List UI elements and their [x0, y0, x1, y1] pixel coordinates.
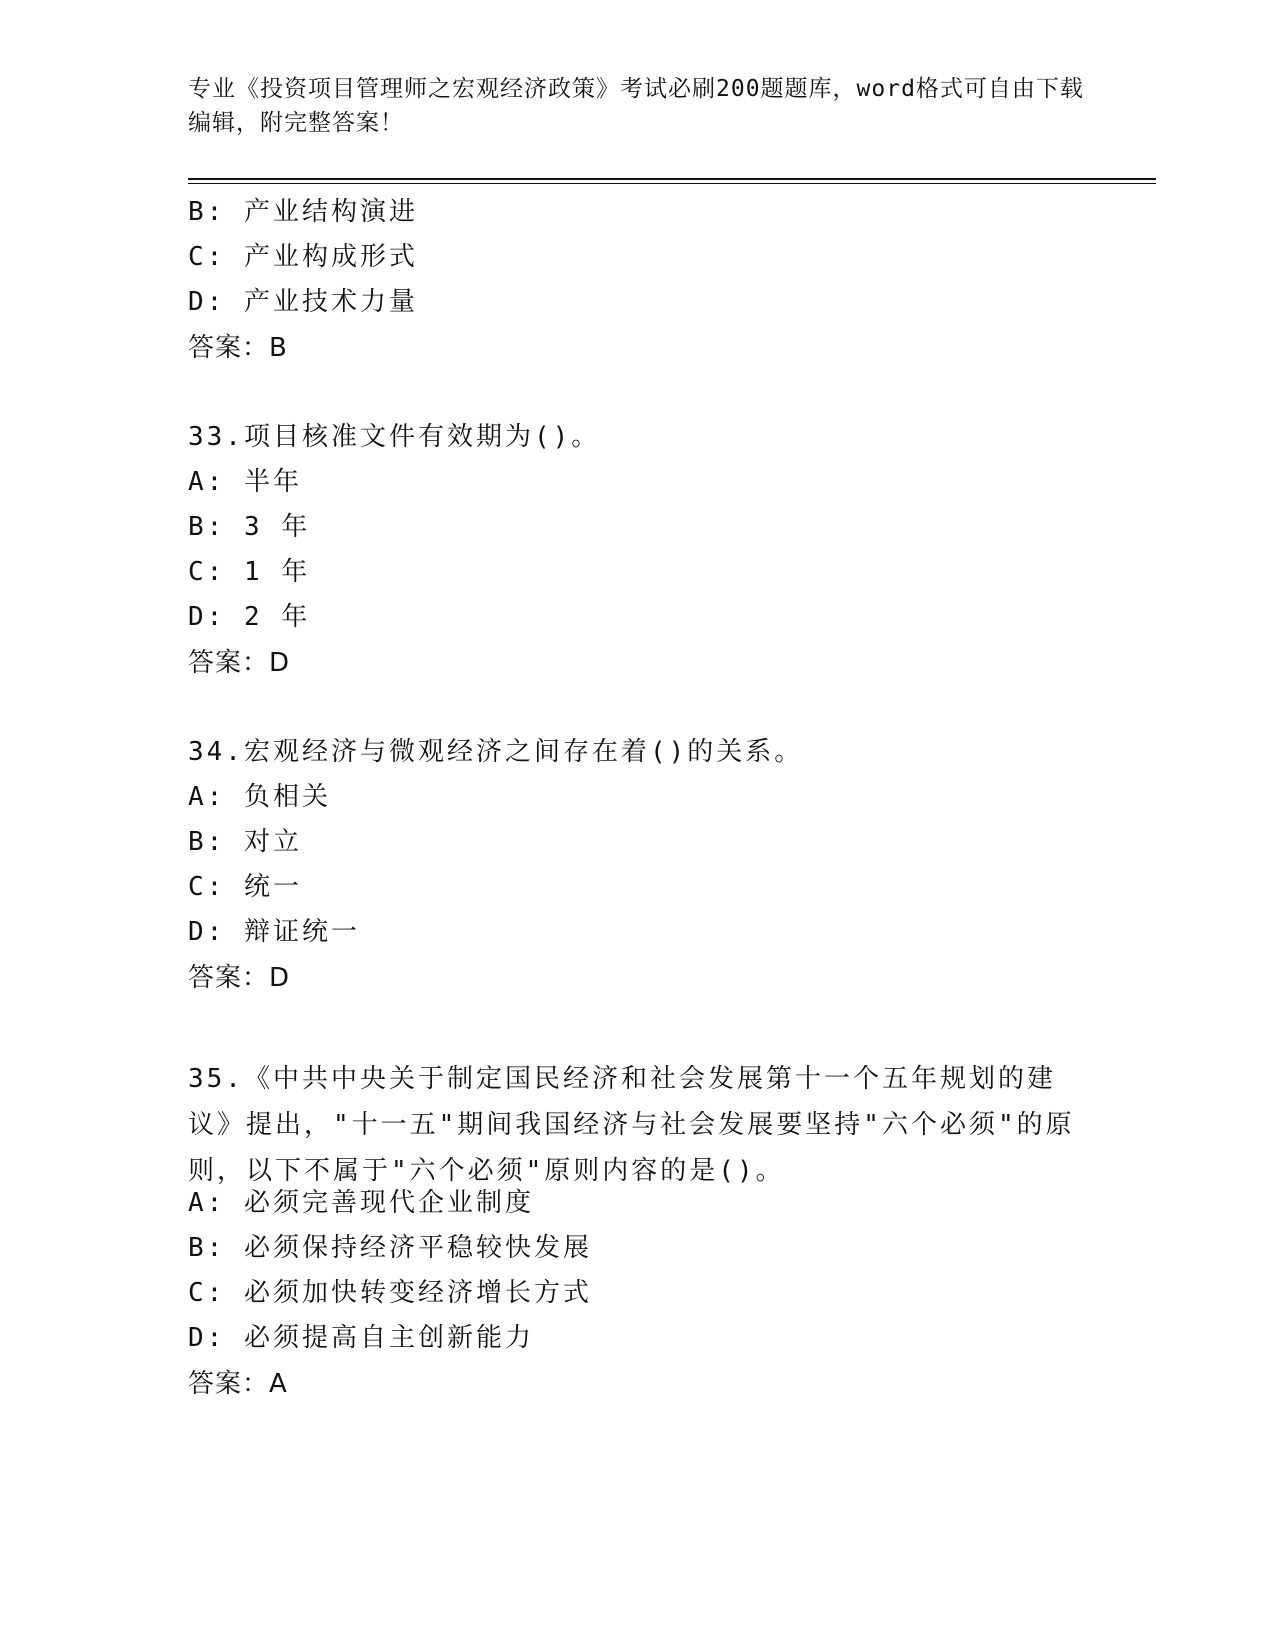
q35-option-a: A: 必须完善现代企业制度 [188, 1188, 534, 1218]
q32-option-d: D: 产业技术力量 [188, 287, 418, 317]
q34-answer: 答案：D [188, 963, 291, 993]
q33-option-a: A: 半年 [188, 467, 302, 497]
q34-question: 34.宏观经济与微观经济之间存在着()的关系。 [188, 737, 804, 767]
q33-option-c: C: 1 年 [188, 557, 311, 587]
q33-option-d: D: 2 年 [188, 602, 311, 632]
q32-answer: 答案：B [188, 333, 288, 363]
q33-option-b: B: 3 年 [188, 512, 311, 542]
q32-option-c: C: 产业构成形式 [188, 242, 418, 272]
q35-option-c: C: 必须加快转变经济增长方式 [188, 1278, 592, 1308]
q35-question: 35.《中共中央关于制定国民经济和社会发展第十一个五年规划的建议》提出，"十一五"期间我国经济与社会发展要坚持"六个必须"的原则，以下不属于"六个必须"原则内容的是()。 [188, 1064, 1075, 1186]
q34-option-c: C: 统一 [188, 872, 302, 902]
q33-question: 33.项目核准文件有效期为()。 [188, 422, 601, 452]
header-rule-thick [188, 178, 1156, 180]
header-rule-thin [188, 183, 1156, 184]
q34-option-d: D: 辩证统一 [188, 917, 360, 947]
q34-option-a: A: 负相关 [188, 782, 331, 812]
q35-option-b: B: 必须保持经济平稳较快发展 [188, 1233, 592, 1263]
q35-answer: 答案：A [188, 1369, 288, 1399]
q34-option-b: B: 对立 [188, 827, 302, 857]
q32-option-b: B: 产业结构演进 [188, 197, 418, 227]
q33-answer: 答案：D [188, 648, 291, 678]
q35-option-d: D: 必须提高自主创新能力 [188, 1323, 534, 1353]
document-header: 专业《投资项目管理师之宏观经济政策》考试必刷200题题库，word格式可自由下载编辑，附完整答案！ [188, 76, 1084, 136]
